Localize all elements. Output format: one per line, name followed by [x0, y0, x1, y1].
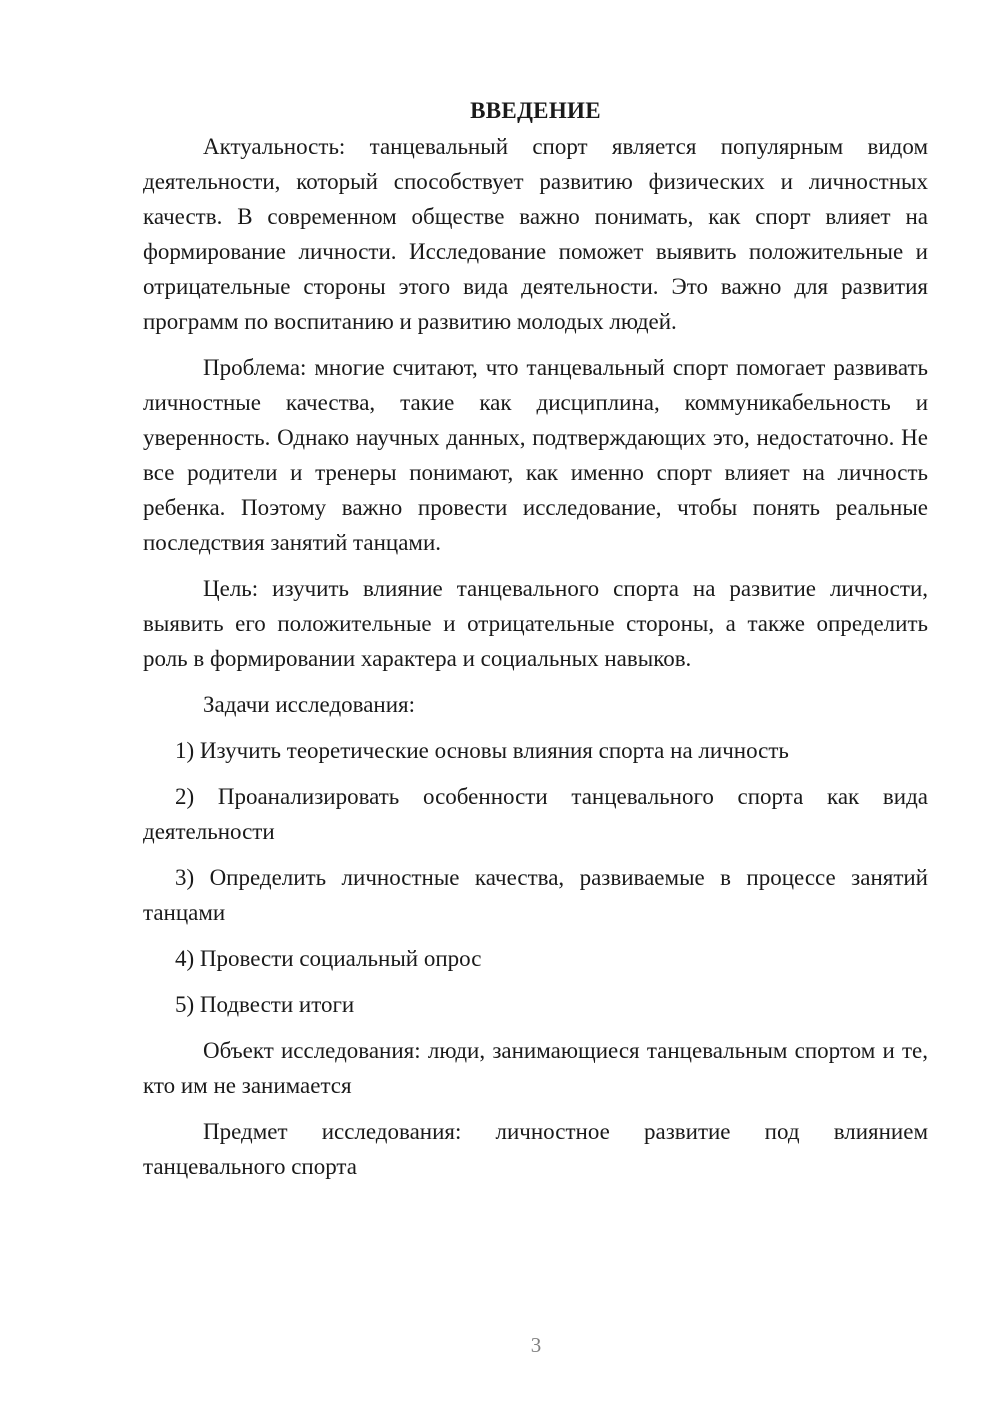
goal-paragraph: Цель: изучить влияние танцевального спорта на развитие личности, выявить его положительные и отрицательные стороны, а также определить роль в формировании характера и социальных навыков.: [143, 576, 928, 671]
page-number: 3: [530, 1333, 542, 1357]
tasks-heading: Задачи исследования:: [203, 692, 416, 717]
tasks-list: [143, 733, 928, 1022]
page-title: ВВЕДЕНИЕ: [470, 98, 601, 123]
list-item: 3) Определить личностные качества, развиваемые в процессе занятий танцами: [143, 865, 928, 925]
object-paragraph: Объект исследования: люди, занимающиеся танцевальным спортом и те, кто им не занимается: [143, 1038, 928, 1098]
list-item: 5) Подвести итоги: [175, 992, 355, 1017]
relevance-paragraph: Актуальность: танцевальный спорт является популярным видом деятельности, который способствует развитию физических и личностных качеств. В современном обществе важно понимать, как спорт влияет на формирование личности. Исследование поможет выявить положительные и отрицательные стороны этого вида деятельности. Это важно для развития программ по воспитанию и развитию молодых людей.: [143, 134, 928, 334]
list-item: 2) Проанализировать особенности танцевального спорта как вида деятельности: [143, 784, 928, 844]
list-item: 4) Провести социальный опрос: [175, 946, 482, 971]
document-page: [143, 95, 928, 1195]
problem-paragraph: Проблема: многие считают, что танцевальный спорт помогает развивать личностные качества, такие как дисциплина, коммуникабельность и уверенность. Однако научных данных, подтверждающих это, недостаточно. Не все родители и тренеры понимают, как именно спорт влияет на личность ребенка. Поэтому важно провести исследование, чтобы понять реальные последствия занятий танцами.: [143, 355, 928, 555]
subject-paragraph: Предмет исследования: личностное развитие под влиянием танцевального спорта: [143, 1119, 928, 1179]
list-item: 1) Изучить теоретические основы влияния спорта на личность: [175, 738, 789, 763]
